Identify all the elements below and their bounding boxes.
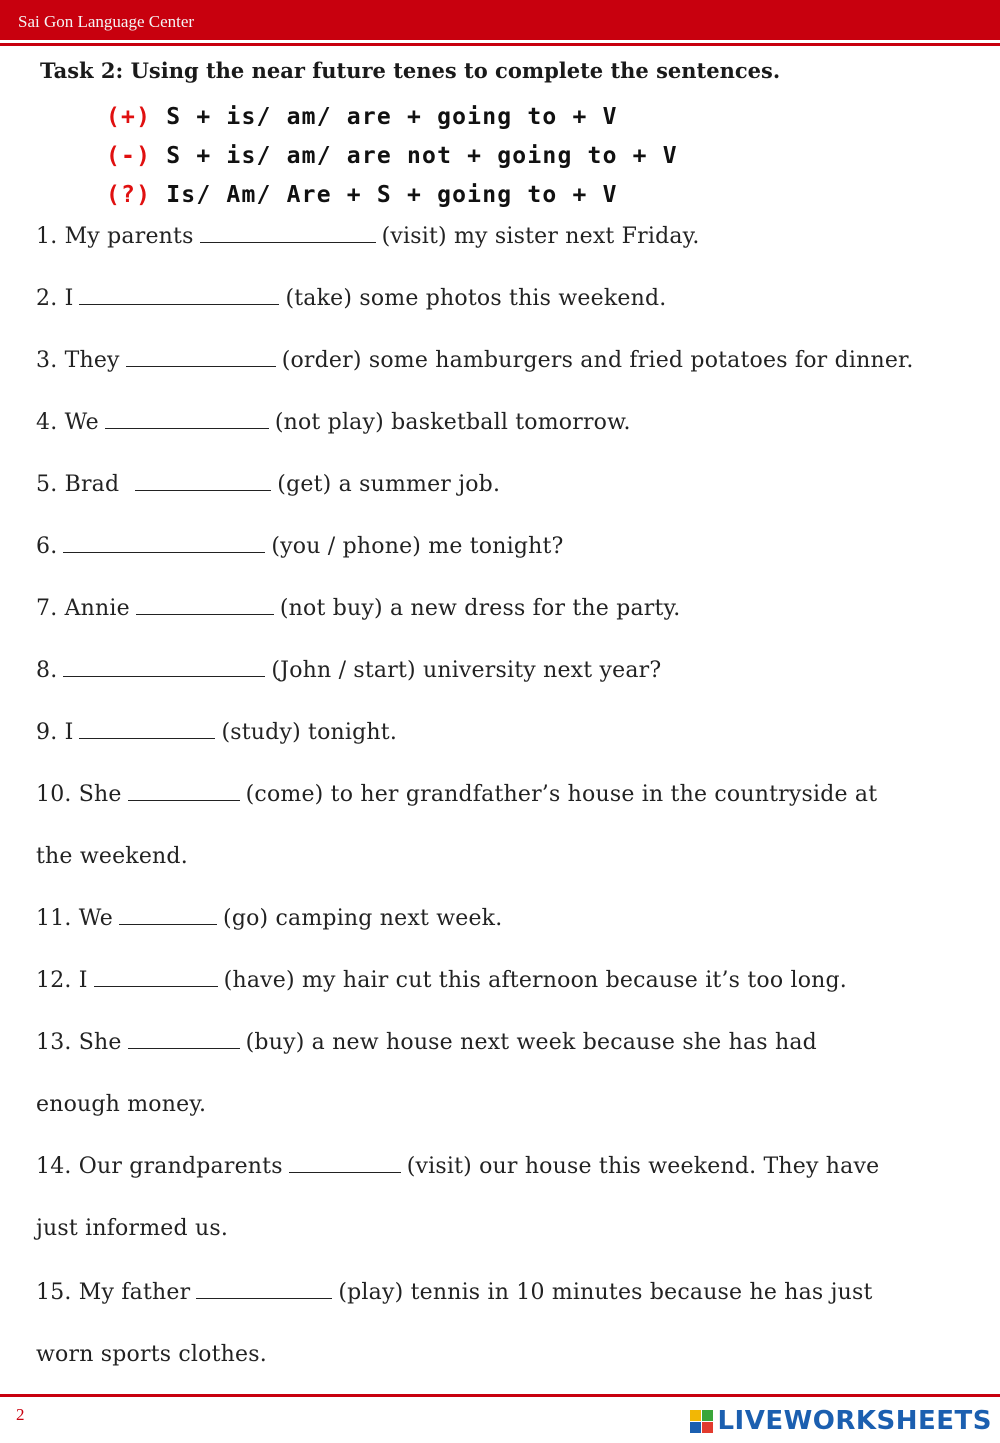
- answer-blank[interactable]: [196, 1280, 332, 1299]
- footer-divider: [0, 1394, 1000, 1397]
- formula-text: S + is/ am/ are + going to + V: [166, 104, 618, 130]
- exercise-prefix: 10. She: [36, 782, 122, 807]
- formula-text: Is/ Am/ Are + S + going to + V: [166, 182, 618, 208]
- exercise-prefix: 15. My father: [36, 1280, 191, 1305]
- exercise-continuation: enough money.: [36, 1092, 207, 1117]
- exercise-suffix: (go) camping next week.: [223, 906, 503, 931]
- formula-negative: [106, 143, 678, 169]
- exercise-continuation: the weekend.: [36, 844, 188, 869]
- formula-question: [106, 182, 618, 208]
- exercise-prefix: 3. They: [36, 348, 120, 373]
- exercise-prefix: 2. I: [36, 286, 74, 311]
- answer-blank[interactable]: [289, 1154, 401, 1173]
- header-divider: [0, 43, 1000, 46]
- exercise-prefix: 6.: [36, 534, 58, 559]
- exercise-continuation: worn sports clothes.: [36, 1342, 267, 1367]
- exercise-continuation: just informed us.: [36, 1216, 229, 1241]
- answer-blank[interactable]: [79, 286, 279, 305]
- exercise-line: [36, 658, 661, 683]
- exercise-line: [36, 410, 631, 435]
- header-title: Sai Gon Language Center: [18, 12, 195, 31]
- answer-blank[interactable]: [94, 968, 218, 987]
- formula-sign: (+): [106, 104, 152, 130]
- formula-sign: (?): [106, 182, 152, 208]
- answer-blank[interactable]: [128, 782, 240, 801]
- answer-blank[interactable]: [79, 720, 215, 739]
- answer-blank[interactable]: [63, 658, 265, 677]
- formula-text: S + is/ am/ are not + going to + V: [166, 143, 678, 169]
- exercise-prefix: 7. Annie: [36, 596, 130, 621]
- exercise-line: [36, 348, 914, 373]
- exercise-suffix: (John / start) university next year?: [271, 658, 662, 683]
- exercise-suffix: (buy) a new house next week because she has had: [245, 1030, 817, 1055]
- exercise-prefix: 11. We: [36, 906, 114, 931]
- page-number: 2: [16, 1405, 25, 1424]
- answer-blank[interactable]: [128, 1030, 240, 1049]
- exercise-line: [36, 286, 666, 311]
- exercise-line: [36, 1154, 879, 1179]
- exercise-suffix: (take) some photos this weekend.: [285, 286, 667, 311]
- exercise-suffix: (not play) basketball tomorrow.: [274, 410, 631, 435]
- exercise-line: [36, 720, 397, 745]
- exercise-suffix: (visit) my sister next Friday.: [381, 224, 700, 249]
- exercise-suffix: (have) my hair cut this afternoon because it’s too long.: [223, 968, 848, 993]
- exercise-suffix: (get) a summer job.: [277, 472, 501, 497]
- exercise-prefix: 13. She: [36, 1030, 122, 1055]
- exercise-suffix: (you / phone) me tonight?: [271, 534, 564, 559]
- answer-blank[interactable]: [126, 348, 276, 367]
- exercise-line: [36, 968, 847, 993]
- answer-blank[interactable]: [119, 906, 217, 925]
- liveworksheets-logo: [690, 1405, 992, 1437]
- exercise-line: [36, 1030, 817, 1055]
- exercise-line: [36, 906, 502, 931]
- exercise-line: [36, 596, 680, 621]
- exercise-suffix: (come) to her grandfather’s house in the countryside at: [245, 782, 878, 807]
- answer-blank[interactable]: [135, 472, 271, 491]
- formula-affirmative: [106, 104, 618, 130]
- answer-blank[interactable]: [63, 534, 265, 553]
- answer-blank[interactable]: [105, 410, 269, 429]
- formula-sign: (-): [106, 143, 152, 169]
- exercise-prefix: 8.: [36, 658, 58, 683]
- exercise-line: [36, 534, 564, 559]
- answer-blank[interactable]: [200, 224, 376, 243]
- exercise-suffix: (visit) our house this weekend. They have: [406, 1154, 880, 1179]
- exercise-line: [36, 472, 500, 497]
- exercise-prefix: 9. I: [36, 720, 74, 745]
- exercise-prefix: 5. Brad: [36, 472, 120, 497]
- answer-blank[interactable]: [136, 596, 274, 615]
- exercise-prefix: 4. We: [36, 410, 99, 435]
- exercise-line: [36, 224, 700, 249]
- exercise-suffix: (order) some hamburgers and fried potatoes for dinner.: [281, 348, 914, 373]
- exercise-prefix: 12. I: [36, 968, 88, 993]
- exercise-suffix: (not buy) a new dress for the party.: [279, 596, 681, 621]
- exercise-line: [36, 782, 877, 807]
- exercise-suffix: (play) tennis in 10 minutes because he has just: [338, 1280, 873, 1305]
- exercise-suffix: (study) tonight.: [221, 720, 398, 745]
- brand-name: LIVEWORKSHEETS: [717, 1406, 992, 1436]
- task-title: Task 2: Using the near future tenes to complete the sentences.: [40, 58, 781, 83]
- exercise-prefix: 14. Our grandparents: [36, 1154, 283, 1179]
- formula-box: [100, 100, 900, 210]
- exercise-line: [36, 1280, 873, 1305]
- blocks-icon: [690, 1410, 713, 1433]
- exercise-prefix: 1. My parents: [36, 224, 194, 249]
